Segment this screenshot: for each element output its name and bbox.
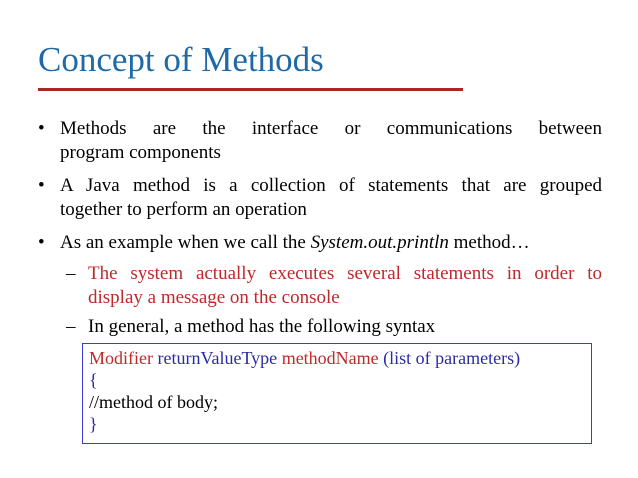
code-params: (list of parameters) xyxy=(383,348,521,368)
code-open-brace: { xyxy=(89,370,98,390)
sub-bullet-marker: – xyxy=(66,263,76,284)
bullet-text: method… xyxy=(448,232,530,253)
bullet-text: As an example when we call the xyxy=(60,232,311,253)
sub-bullet-marker: – xyxy=(66,316,76,337)
code-reference: System.out.println xyxy=(310,232,449,253)
sub-bullet-syntax xyxy=(88,315,602,339)
sub-bullet-text-line: display a message on the console xyxy=(88,287,340,308)
sub-bullet-system-executes xyxy=(88,262,602,310)
bullet-text-line: together to perform an operation xyxy=(60,199,307,220)
bullet-text-line: Methods are the interface or communications between xyxy=(60,118,602,139)
bullet-methods xyxy=(60,117,602,165)
code-body: //method of body; xyxy=(89,392,218,412)
code-return-type: returnValueType xyxy=(157,348,278,368)
sub-bullet-text: In general, a method has the following syntax xyxy=(88,316,436,337)
title-underline xyxy=(38,88,463,91)
code-modifier: Modifier xyxy=(89,348,153,368)
bullet-text-line: A Java method is a collection of statements that are grouped xyxy=(60,175,602,196)
syntax-code-box xyxy=(82,343,592,444)
slide-title: Concept of Methods xyxy=(38,40,324,79)
bullet-marker: • xyxy=(38,118,45,139)
bullet-marker: • xyxy=(38,232,45,253)
code-close-brace: } xyxy=(89,414,98,434)
bullet-java-method xyxy=(60,174,602,222)
code-method-name: methodName xyxy=(281,348,379,368)
code-signature-line xyxy=(89,347,591,369)
bullet-example xyxy=(60,231,602,255)
bullet-text-line: program components xyxy=(60,142,221,163)
sub-bullet-text-line: The system actually executes several statements in order to xyxy=(88,263,602,284)
bullet-marker: • xyxy=(38,175,45,196)
